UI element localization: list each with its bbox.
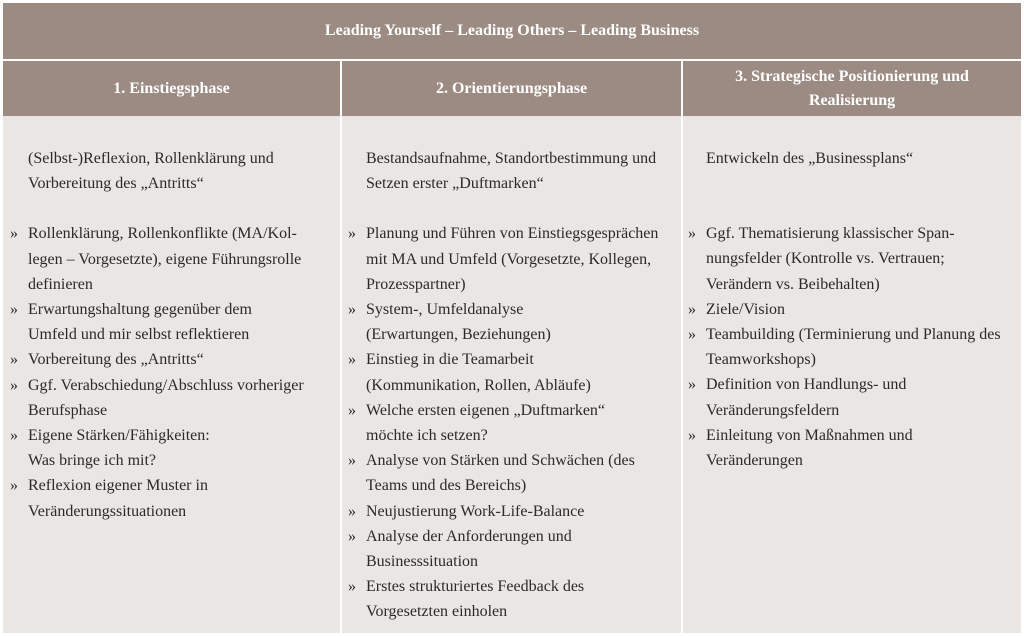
phase-3-header [683,61,1021,116]
phase-3-header-label: 3. Strategische Positionierung und Realisierung [735,67,969,109]
list-item: » Definition von Handlungs- und Veränderungsfeldern [706,372,1021,422]
phase-1-intro: (Selbst-)Reflexion, Rollenklärung und Vorbereitung des „Antritts“ [28,150,274,193]
phase-2-list [366,221,681,624]
list-item: » Analyse der Anforderungen und Businesssituation [366,524,681,574]
list-item: » Neujustierung Work-Life-Balance [366,499,681,524]
list-item: » Einleitung von Maßnahmen und Veränderungen [706,423,1021,473]
list-item: » Rollenklärung, Rollenkonflikte (MA/Kollegen – Vorgesetzte), eigene Führungsrolle definieren [28,221,340,297]
list-item: » Analyse von Stärken und Schwächen (des Teams und des Bereichs) [366,448,681,498]
list-item: » Planung und Führen von Einstiegsgesprächen mit MA und Umfeld (Vorgesetzte, Kollegen, Prozesspartner) [366,221,681,297]
phase-2-intro: Bestandsaufnahme, Standortbestimmung und Setzen erster „Duftmarken“ [366,150,657,193]
phase-2-header: 2. Orientierungsphase [435,79,588,97]
table-title: Leading Yourself – Leading Others – Leading Business [3,3,1021,59]
phase-table [3,3,1021,633]
phase-1-column [3,116,340,633]
phase-1-header: 1. Einstiegsphase [113,79,230,97]
list-item: » Erstes strukturiertes Feedback des Vorgesetzten einholen [366,574,681,624]
list-item: » Ziele/Vision [706,297,1021,322]
phase-2-column [342,116,681,633]
header-row [3,61,1021,116]
list-item: » System-, Umfeldanalyse (Erwartungen, Beziehungen) [366,297,681,347]
list-item: » Einstieg in die Teamarbeit (Kommunikation, Rollen, Abläufe) [366,347,681,397]
phase-3-list [706,221,1021,473]
list-item: » Ggf. Verabschiedung/Abschluss vorheriger Berufsphase [28,373,340,423]
list-item: » Erwartungshaltung gegenüber dem Umfeld und mir selbst reflektieren [28,297,340,347]
phase-1-list [28,221,340,523]
list-item: » Teambuilding (Terminierung und Planung des Teamworkshops) [706,322,1021,372]
list-item: » Welche ersten eigenen „Duftmarken“ möchte ich setzen? [366,398,681,448]
phase-3-column [683,116,1021,633]
list-item: » Reflexion eigener Muster in Veränderungssituationen [28,473,340,523]
list-item: » Ggf. Thematisierung klassischer Spannungsfelder (Kontrolle vs. Vertrauen; Verändern vs. Beibehalten) [706,221,1021,297]
phase-3-intro: Entwickeln des „Businessplans“ [706,150,914,167]
list-item: » Vorbereitung des „Antritts“ [28,347,340,372]
list-item: » Eigene Stärken/Fähigkeiten: Was bringe ich mit? [28,423,340,473]
